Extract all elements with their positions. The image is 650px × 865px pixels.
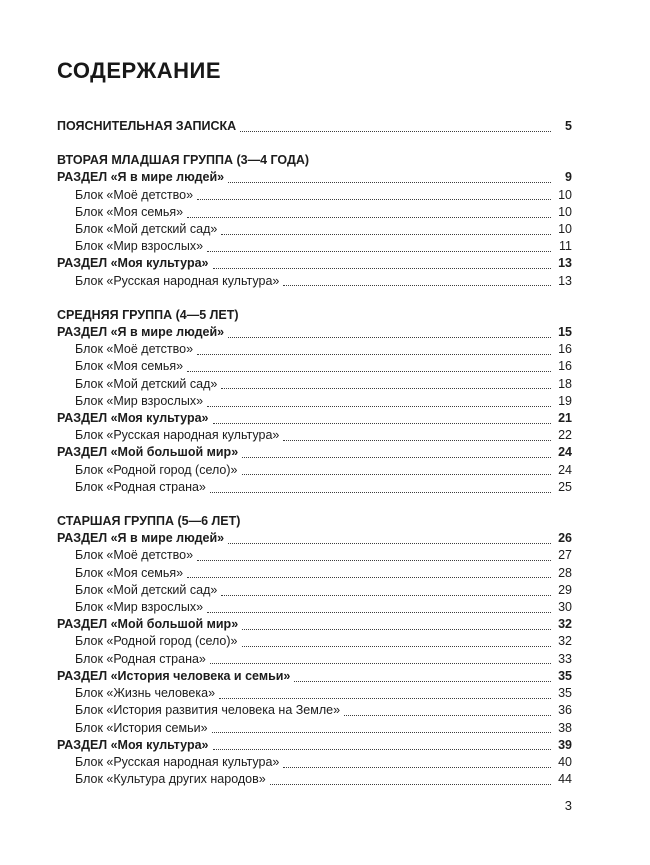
dotted-leader	[207, 251, 551, 252]
dotted-leader	[242, 457, 551, 458]
dotted-leader	[219, 698, 551, 699]
toc-entry-label: РАЗДЕЛ «Я в мире людей»	[57, 531, 225, 546]
toc-entry-blok	[57, 547, 572, 564]
toc-entry-page: 35	[558, 686, 572, 701]
toc-entry-blok	[57, 462, 572, 479]
toc-entry-razdel	[57, 530, 572, 547]
toc-entry-blok	[57, 479, 572, 496]
toc-entry-page: 44	[558, 772, 572, 787]
toc-entry-page: 22	[558, 428, 572, 443]
toc-entry-page: 33	[558, 651, 572, 666]
toc-entry-label: РАЗДЕЛ «Моя культура»	[57, 256, 209, 271]
toc-entry-blok	[57, 427, 572, 444]
toc-entry-razdel	[57, 668, 572, 685]
toc-entry-label: Блок «Русская народная культура»	[75, 428, 280, 443]
toc-entry-page: 24	[558, 445, 572, 460]
toc-entry-page: 21	[558, 411, 572, 426]
toc-entry-label: Блок «Русская народная культура»	[75, 273, 280, 288]
toc-entry-label: РАЗДЕЛ «Мой большой мир»	[57, 617, 239, 632]
dotted-leader	[242, 474, 552, 475]
toc-entry-blok	[57, 685, 572, 702]
dotted-leader	[213, 423, 551, 424]
toc-entry-top	[57, 118, 572, 135]
toc-entry-label: Блок «Жизнь человека»	[75, 686, 216, 701]
toc-entry-page: 18	[558, 376, 572, 391]
page-title: СОДЕРЖАНИЕ	[57, 58, 222, 83]
dotted-leader	[187, 217, 551, 218]
dotted-leader	[213, 749, 551, 750]
toc-entry-label: Блок «История семьи»	[75, 720, 208, 735]
toc-entry-blok	[57, 754, 572, 771]
dotted-leader	[240, 131, 551, 132]
toc-entry-blok	[57, 771, 572, 788]
toc-entry-blok	[57, 565, 572, 582]
footer-page-number: 3	[564, 798, 572, 813]
dotted-leader	[344, 715, 551, 716]
dotted-leader	[197, 199, 551, 200]
dotted-leader	[283, 285, 551, 286]
toc-entry-label: Блок «Моё детство»	[75, 548, 194, 563]
toc-entry-razdel	[57, 737, 572, 754]
toc-entry-blok	[57, 221, 572, 238]
dotted-leader	[228, 543, 551, 544]
toc-entry-page: 16	[558, 359, 572, 374]
dotted-leader	[242, 646, 552, 647]
dotted-leader	[242, 629, 551, 630]
toc-entry-label: Блок «Мой детский сад»	[75, 376, 218, 391]
toc-entry-label: Блок «Моё детство»	[75, 342, 194, 357]
toc-entry-blok	[57, 702, 572, 719]
dotted-leader	[283, 440, 551, 441]
dotted-leader	[187, 577, 551, 578]
toc-entry-blok	[57, 273, 572, 290]
toc-entry-label: РАЗДЕЛ «Я в мире людей»	[57, 170, 225, 185]
toc-entry-blok	[57, 358, 572, 375]
toc-entry-page: 25	[558, 479, 572, 494]
toc-entry-razdel	[57, 616, 572, 633]
toc-entry-label: Блок «Родной город (село)»	[75, 462, 238, 477]
dotted-leader	[187, 371, 551, 372]
toc-entry-blok	[57, 187, 572, 204]
toc-entry-page: 32	[558, 617, 572, 632]
toc-entry-razdel	[57, 324, 572, 341]
toc-entry-label: Блок «Моя семья»	[75, 359, 184, 374]
dotted-leader	[228, 337, 551, 338]
toc-entry-page: 24	[558, 462, 572, 477]
dotted-leader	[207, 612, 551, 613]
toc-entry-page: 19	[558, 393, 572, 408]
toc-entry-blok	[57, 720, 572, 737]
toc-entry-blok	[57, 341, 572, 358]
toc-entry-blok	[57, 376, 572, 393]
dotted-leader	[197, 354, 551, 355]
toc-entry-page: 40	[558, 754, 572, 769]
toc-entry-blok	[57, 599, 572, 616]
dotted-leader	[221, 388, 551, 389]
toc-entry-label: Блок «Мир взрослых»	[75, 393, 204, 408]
toc-entry-page: 35	[558, 668, 572, 683]
toc-entry-label: Блок «Родной город (село)»	[75, 634, 238, 649]
toc-entry-blok	[57, 238, 572, 255]
toc-entry-page: 16	[558, 342, 572, 357]
dotted-leader	[294, 681, 551, 682]
toc-entry-page: 28	[558, 565, 572, 580]
toc-entry-label: Блок «Мой детский сад»	[75, 222, 218, 237]
toc-entry-page: 26	[558, 531, 572, 546]
toc-entry-page: 38	[558, 720, 572, 735]
dotted-leader	[197, 560, 551, 561]
toc-entry-label: Блок «Родная страна»	[75, 651, 206, 666]
toc-entry-label: Блок «Моя семья»	[75, 565, 184, 580]
toc-entry-label: РАЗДЕЛ «Мой большой мир»	[57, 445, 239, 460]
toc-entry-label: РАЗДЕЛ «Моя культура»	[57, 411, 209, 426]
toc-entry-page: 13	[558, 273, 572, 288]
toc-entry-page: 10	[558, 222, 572, 237]
dotted-leader	[283, 767, 551, 768]
toc-group-heading: ВТОРАЯ МЛАДШАЯ ГРУППА (3—4 ГОДА)	[57, 153, 310, 168]
toc-entry-page: 29	[558, 582, 572, 597]
toc-group	[57, 307, 572, 496]
toc-entry-page: 5	[565, 119, 572, 133]
dotted-leader	[270, 784, 551, 785]
toc-entry-blok	[57, 651, 572, 668]
toc-entry-blok	[57, 393, 572, 410]
toc-entry-label: РАЗДЕЛ «Моя культура»	[57, 737, 209, 752]
toc-entry-razdel	[57, 410, 572, 427]
toc-entry-label: РАЗДЕЛ «История человека и семьи»	[57, 668, 291, 683]
dotted-leader	[210, 492, 551, 493]
toc-entry-label: Блок «Мир взрослых»	[75, 239, 204, 254]
toc-entry-label: Блок «Мир взрослых»	[75, 600, 204, 615]
dotted-leader	[212, 732, 551, 733]
dotted-leader	[207, 406, 551, 407]
toc-entry-razdel	[57, 444, 572, 461]
dotted-leader	[228, 182, 551, 183]
toc-entry-page: 15	[558, 325, 572, 340]
toc-entry-page: 11	[559, 239, 572, 254]
toc-entry-label: РАЗДЕЛ «Я в мире людей»	[57, 325, 225, 340]
toc-entry-label: Блок «Моё детство»	[75, 187, 194, 202]
toc-entry-label: Блок «История развития человека на Земле»	[75, 703, 341, 718]
toc-entry-page: 36	[558, 703, 572, 718]
toc-entry-blok	[57, 582, 572, 599]
toc-group	[57, 152, 572, 290]
toc-entry-page: 10	[558, 204, 572, 219]
toc-entry-razdel	[57, 169, 572, 186]
toc-entry-page: 39	[558, 737, 572, 752]
toc-group-heading: СРЕДНЯЯ ГРУППА (4—5 ЛЕТ)	[57, 307, 239, 322]
toc-entry-page: 10	[558, 187, 572, 202]
toc-entry-page: 30	[558, 600, 572, 615]
toc-entry-label: Блок «Культура других народов»	[75, 772, 266, 787]
toc-entry-label: Блок «Русская народная культура»	[75, 754, 280, 769]
toc-entry-page: 27	[558, 548, 572, 563]
toc-entry-label: Блок «Моя семья»	[75, 204, 184, 219]
toc-entry-page: 32	[558, 634, 572, 649]
toc-entry-page: 9	[565, 170, 572, 185]
toc-entry-label: Блок «Мой детский сад»	[75, 582, 218, 597]
toc-entry-label: Блок «Родная страна»	[75, 479, 206, 494]
toc-entry-blok	[57, 633, 572, 650]
dotted-leader	[213, 268, 551, 269]
toc-entry-blok	[57, 204, 572, 221]
toc-entry-razdel	[57, 255, 572, 272]
dotted-leader	[221, 234, 551, 235]
dotted-leader	[210, 663, 551, 664]
toc-group-heading: СТАРШАЯ ГРУППА (5—6 ЛЕТ)	[57, 514, 241, 529]
toc-entry-label: ПОЯСНИТЕЛЬНАЯ ЗАПИСКА	[57, 119, 237, 133]
toc-group	[57, 513, 572, 788]
toc-entry-page: 13	[558, 256, 572, 271]
toc	[57, 118, 572, 788]
dotted-leader	[221, 595, 551, 596]
